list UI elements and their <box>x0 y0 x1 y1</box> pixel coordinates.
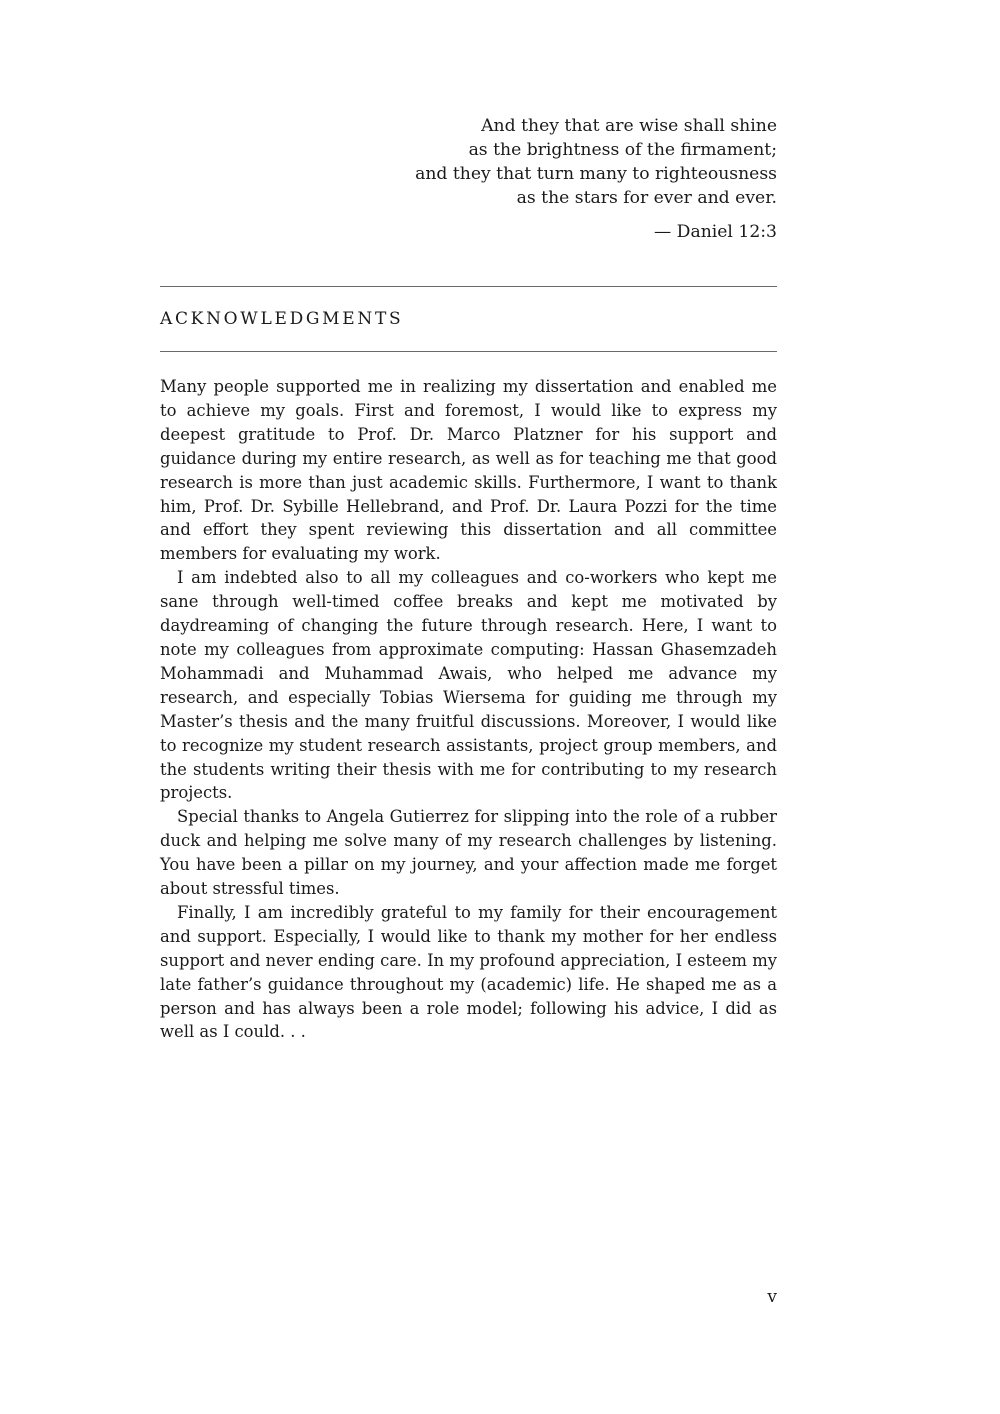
epigraph-line: as the brightness of the firmament; <box>468 140 777 160</box>
epigraph-source: — Daniel 12:3 <box>654 222 777 242</box>
page-number: v <box>767 1287 777 1307</box>
epigraph-line: and they that turn many to righteousness <box>415 164 777 184</box>
section-rule-bottom <box>160 351 777 352</box>
epigraph-line: And they that are wise shall shine <box>481 116 777 136</box>
paragraph: Finally, I am incredibly grateful to my family for their encouragement and support. Especially, I would like to thank my mother for her endless support and never ending care. In my profound appreciation, I esteem my late father’s guidance throughout my (academic) life. He shaped me as a person and has always been a role model; following his advice, I did as well as I could. . . <box>160 902 777 1042</box>
section-title: ACKNOWLEDGMENTS <box>160 309 404 329</box>
epigraph <box>380 114 777 244</box>
paragraph: Many people supported me in realizing my dissertation and enabled me to achieve my goals. First and foremost, I would like to express my deepest gratitude to Prof. Dr. Marco Platzner for his support and guidance during my entire research, as well as for teaching me that good research is more than just academic skills. Furthermore, I want to thank him, Prof. Dr. Sybille Hellebrand, and Prof. Dr. Laura Pozzi for the time and effort they spent reviewing this dissertation and all committee members for evaluating my work. <box>160 377 777 564</box>
acknowledgments-body <box>160 375 777 1044</box>
section-rule-top <box>160 286 777 287</box>
paragraph: I am indebted also to all my colleagues and co-workers who kept me sane through well-timed coffee breaks and kept me motivated by daydreaming of changing the future through research. Here, I want to note my colleagues from approximate computing: Hassan Ghasemzadeh Mohammadi and Muhammad Awais, who helped me advance my research, and especially Tobias Wiersema for guiding me through my Master’s thesis and the many fruitful discussions. Moreover, I would like to recognize my student research assistants, project group members, and the students writing their thesis with me for contributing to my research projects. <box>160 568 777 803</box>
epigraph-line: as the stars for ever and ever. <box>516 188 777 208</box>
paragraph: Special thanks to Angela Gutierrez for slipping into the role of a rubber duck and helping me solve many of my research challenges by listening. You have been a pillar on my journey, and your affection made me forget about stressful times. <box>160 807 777 899</box>
